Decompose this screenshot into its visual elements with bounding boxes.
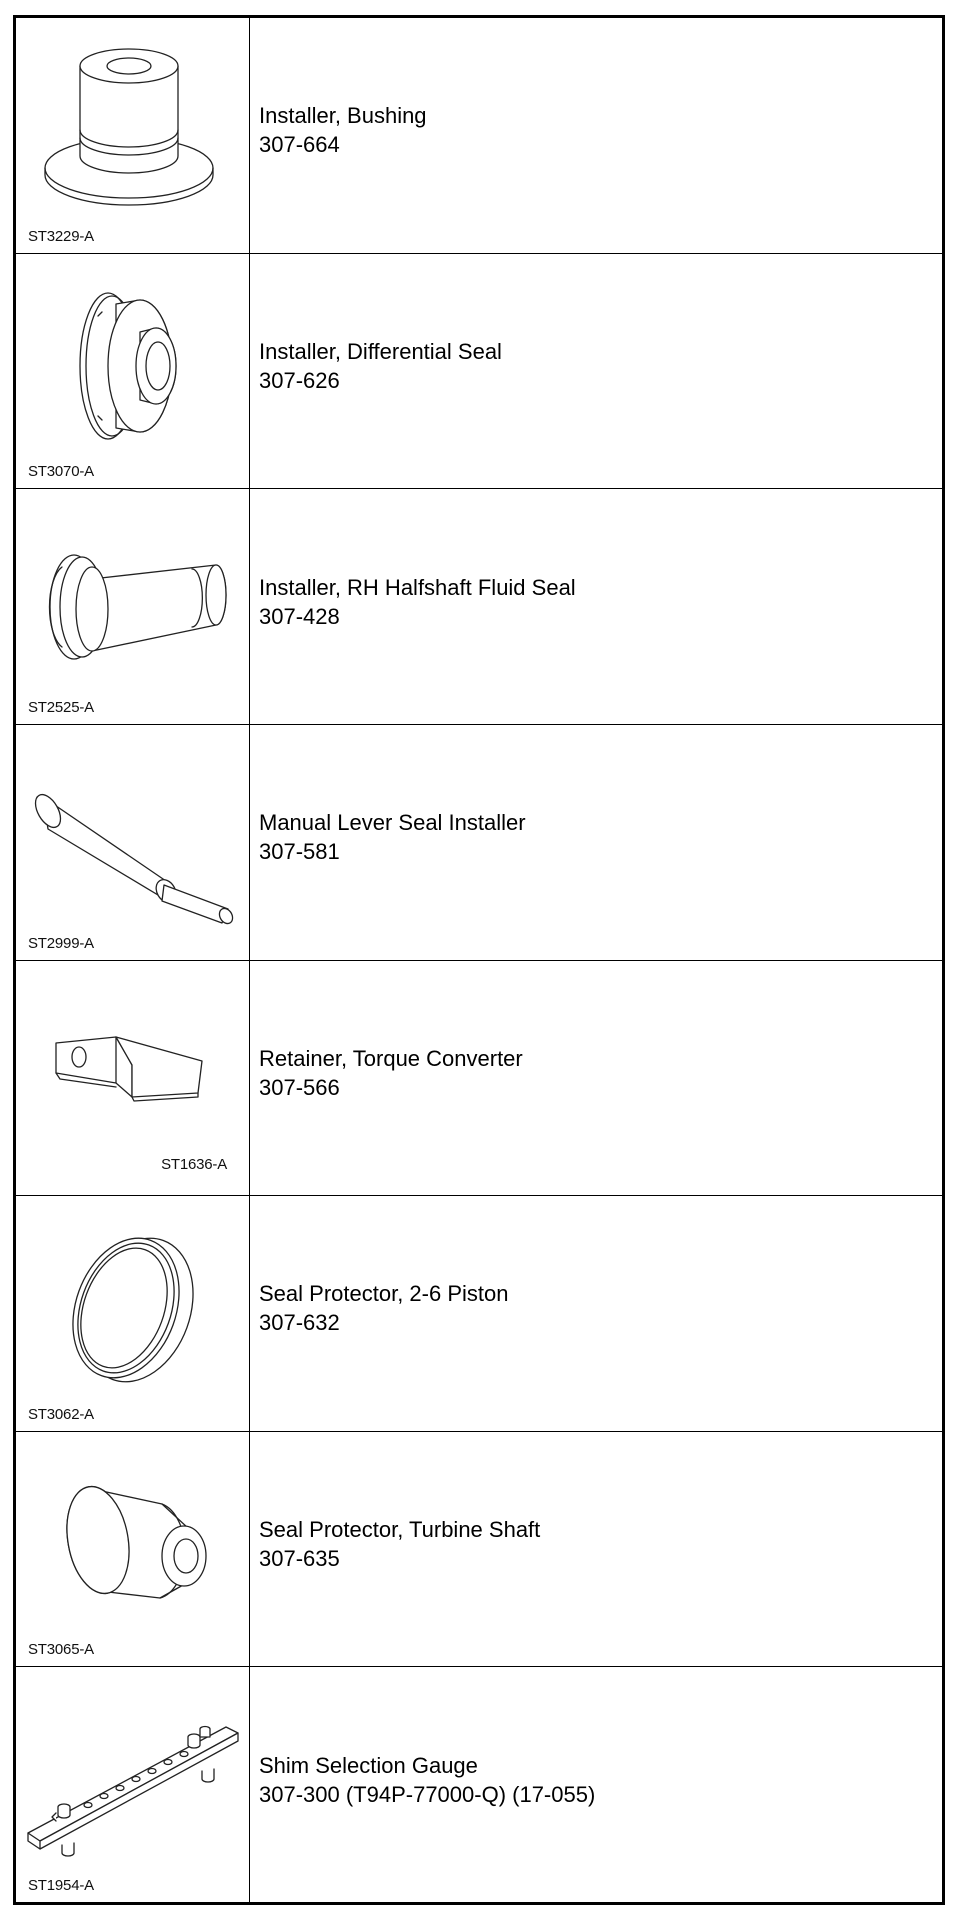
manual-lever-seal-installer-icon — [16, 725, 249, 960]
illustration-code: ST3229-A — [28, 227, 94, 245]
tool-number: 307-581 — [259, 839, 340, 865]
description-cell — [250, 961, 942, 1196]
tool-name: Retainer, Torque Converter — [259, 1045, 523, 1071]
description-cell — [250, 1196, 942, 1431]
tool-number: 307-626 — [259, 367, 340, 393]
description-cell — [250, 1667, 942, 1902]
illustration-code: ST2999-A — [28, 934, 94, 952]
tool-name: Installer, Differential Seal — [259, 338, 502, 364]
tool-number: 307-635 — [259, 1546, 340, 1572]
illustration-code: ST3062-A — [28, 1405, 94, 1423]
description-cell — [250, 254, 942, 489]
illustration-cell — [16, 18, 250, 253]
illustration-cell — [16, 1432, 250, 1667]
tool-row-differential-seal-installer — [16, 254, 942, 490]
illustration-cell — [16, 1196, 250, 1431]
tool-name: Seal Protector, 2-6 Piston — [259, 1281, 509, 1307]
description-cell — [250, 725, 942, 960]
tool-row-halfshaft-seal-installer — [16, 489, 942, 725]
bushing-installer-icon — [16, 18, 249, 253]
illustration-code: ST1954-A — [28, 1877, 94, 1894]
tool-row-bushing-installer — [16, 18, 942, 254]
turbine-shaft-seal-protector-icon — [16, 1432, 249, 1667]
tool-number: 307-300 (T94P-77000-Q) (17-055) — [259, 1781, 596, 1807]
shim-selection-gauge-icon — [16, 1667, 249, 1902]
description-cell — [250, 489, 942, 724]
tool-row-piston-seal-protector — [16, 1196, 942, 1432]
illustration-code: ST2525-A — [28, 698, 94, 716]
tool-name: Installer, RH Halfshaft Fluid Seal — [259, 574, 576, 600]
tool-number: 307-428 — [259, 603, 340, 629]
tool-number: 307-632 — [259, 1310, 340, 1336]
tool-name: Seal Protector, Turbine Shaft — [259, 1517, 541, 1543]
differential-seal-installer-icon — [16, 254, 249, 489]
tool-row-shim-selection-gauge — [16, 1667, 942, 1902]
tool-name: Installer, Bushing — [259, 103, 427, 129]
tool-row-turbine-shaft-seal-protector — [16, 1432, 942, 1668]
illustration-cell — [16, 1667, 250, 1902]
tool-row-torque-converter-retainer — [16, 961, 942, 1197]
illustration-code: ST1636-A — [161, 1156, 227, 1174]
description-cell — [250, 18, 942, 253]
piston-seal-protector-icon — [16, 1196, 249, 1431]
illustration-cell — [16, 489, 250, 724]
illustration-cell — [16, 725, 250, 960]
tool-number: 307-566 — [259, 1074, 340, 1100]
tool-name: Shim Selection Gauge — [259, 1752, 478, 1778]
tool-row-manual-lever-seal-installer — [16, 725, 942, 961]
illustration-cell — [16, 254, 250, 489]
illustration-code: ST3070-A — [28, 463, 94, 481]
illustration-cell — [16, 961, 250, 1196]
tool-number: 307-664 — [259, 132, 340, 158]
halfshaft-seal-installer-icon — [16, 489, 249, 724]
special-tools-table — [13, 15, 945, 1905]
illustration-code: ST3065-A — [28, 1641, 94, 1659]
description-cell — [250, 1432, 942, 1667]
tool-name: Manual Lever Seal Installer — [259, 810, 526, 836]
